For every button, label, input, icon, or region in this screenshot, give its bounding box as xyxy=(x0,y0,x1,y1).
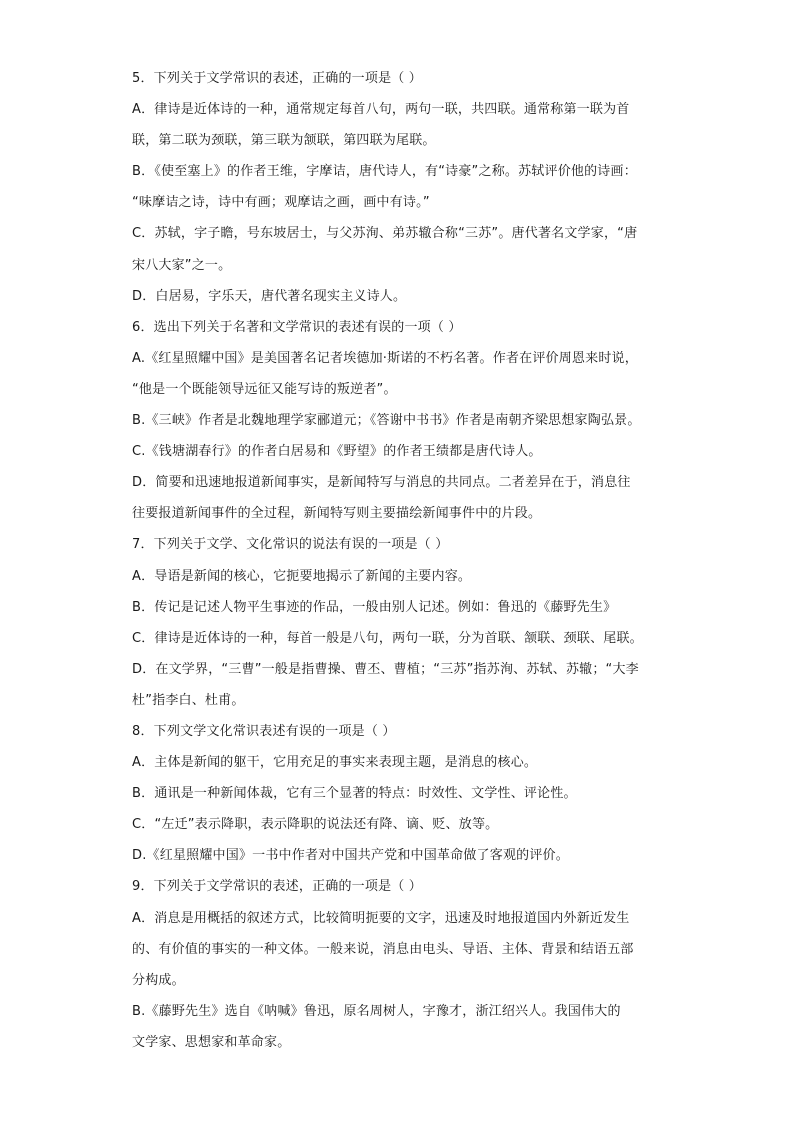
question-7-stem: 7．下列关于文学、文化常识的说法有误的一项是（ ） xyxy=(132,537,449,553)
question-6-stem: 6．选出下列关于名著和文学常识的表述有误的一项（ ） xyxy=(132,319,462,335)
question-5-stem: 5．下列关于文学常识的表述，正确的一项是（ ） xyxy=(132,71,423,86)
question-text-block xyxy=(132,63,672,1058)
question-8-stem: 8．下列文学文化常识表述有误的一项是（ ） xyxy=(132,723,396,739)
question-8-option-c: C．“左迁”表示降职，表示降职的说法还有降、谪、贬、放等。 xyxy=(132,817,499,833)
question-9-option-a: A．消息是用概括的叙述方式，比较简明扼要的文字，迅速及时地报道国内外新近发生 xyxy=(132,910,630,926)
question-7-option-d-cont: 杜”指李白、杜甫。 xyxy=(132,692,245,708)
question-9-option-a-cont: 的、有价值的事实的一种文体。一般来说，消息由电头、导语、主体、背景和结语五部 xyxy=(132,941,634,957)
question-7-option-d: D．在文学界，“三曹”一般是指曹操、曹丕、曹植；“三苏”指苏洵、苏轼、苏辙；“大李 xyxy=(132,661,639,677)
question-6-option-c: C.《钱塘湖春行》的作者白居易和《野望》的作者王绩都是唐代诗人。 xyxy=(132,444,542,460)
question-6-option-d-cont: 往要报道新闻事件的全过程，新闻特写则主要描绘新闻事件中的片段。 xyxy=(132,506,542,522)
question-6-option-b: B.《三峡》作者是北魏地理学家郦道元；《答谢中书书》作者是南朝齐梁思想家陶弘景。 xyxy=(132,413,641,429)
question-6-option-a-cont: “他是一个既能领导远征又能写诗的叛逆者”。 xyxy=(132,381,397,397)
question-8-option-d: D.《红星照耀中国》一书中作者对中国共产党和中国革命做了客观的评价。 xyxy=(132,848,569,864)
question-8-option-b: B．通讯是一种新闻体裁，它有三个显著的特点：时效性、文学性、评论性。 xyxy=(132,786,577,802)
question-5-option-d: D．白居易，字乐天，唐代著名现实主义诗人。 xyxy=(132,288,407,304)
question-5-option-a: A．律诗是近体诗的一种，通常规定每首八句，两句一联，共四联。通常称第一联为首 xyxy=(132,102,630,118)
question-7-option-c: C．律诗是近体诗的一种，每首一般是八句，两句一联，分为首联、颔联、颈联、尾联。 xyxy=(132,630,643,646)
question-7-option-b: B．传记是记述人物平生事迹的作品，一般由别人记述。例如：鲁迅的《藤野先生》 xyxy=(132,599,617,615)
question-5-option-b: B．《使至塞上》的作者王维，字摩诘，唐代诗人，有“诗豪”之称。苏轼评价他的诗画： xyxy=(132,164,637,180)
question-5-option-a-cont: 联，第二联为颈联，第三联为颔联，第四联为尾联。 xyxy=(132,133,436,149)
question-6-option-d: D．简要和迅速地报道新闻事实，是新闻特写与消息的共同点。二者差异在于，消息往 xyxy=(132,475,631,491)
question-8-option-a: A．主体是新闻的躯干，它用充足的事实来表现主题，是消息的核心。 xyxy=(132,755,538,771)
question-7-option-a: A．导语是新闻的核心，它扼要地揭示了新闻的主要内容。 xyxy=(132,568,472,584)
question-9-option-a-cont2: 分构成。 xyxy=(132,972,185,988)
question-5-option-b-cont: “味摩诘之诗，诗中有画；观摩诘之画，画中有诗。” xyxy=(132,195,430,211)
question-9-option-b-cont: 文学家、思想家和革命家。 xyxy=(132,1034,291,1050)
question-5-option-c: C．苏轼，字子瞻，号东坡居士，与父苏洵、弟苏辙合称“三苏”。唐代著名文学家，“唐 xyxy=(132,226,638,242)
question-9-stem: 9．下列关于文学常识的表述，正确的一项是（ ） xyxy=(132,879,423,895)
question-5-option-c-cont: 宋八大家”之一。 xyxy=(132,257,232,273)
question-9-option-b: B.《藤野先生》选自《呐喊》鲁迅，原名周树人，字豫才，浙江绍兴人。我国伟大的 xyxy=(132,1003,621,1019)
question-6-option-a: A.《红星照耀中国》是美国著名记者埃德加·斯诺的不朽名著。作者在评价周恩来时说， xyxy=(132,350,638,366)
